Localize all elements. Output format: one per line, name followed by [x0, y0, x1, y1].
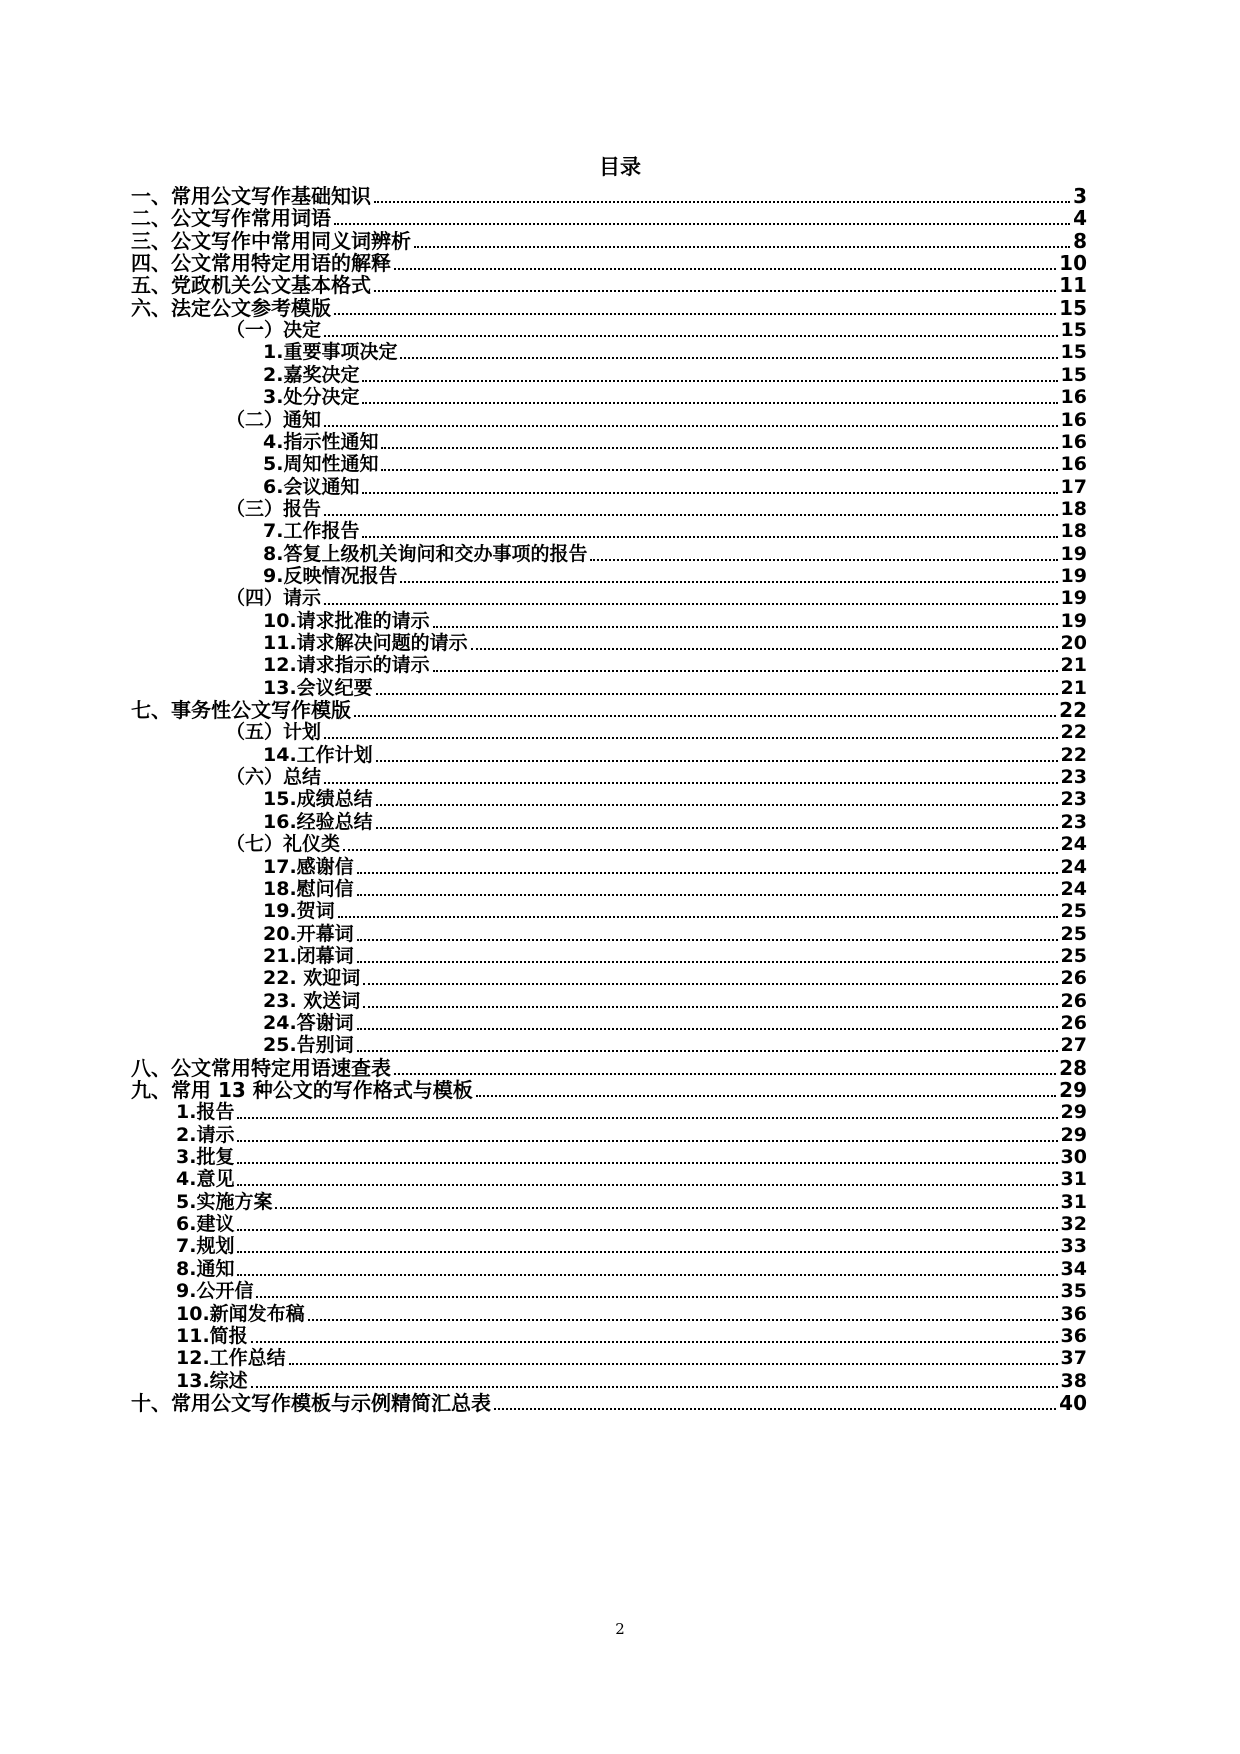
- toc-dot-leader: [289, 1363, 1058, 1365]
- toc-entry-page: 37: [1060, 1347, 1087, 1370]
- toc-entry-label: 二、公文写作常用词语: [131, 206, 331, 231]
- toc-entry-page: 23: [1060, 766, 1087, 789]
- toc-dot-leader: [376, 827, 1058, 829]
- toc-dot-leader: [251, 1386, 1058, 1388]
- toc-entry-page: 24: [1060, 833, 1087, 856]
- toc-dot-leader: [433, 670, 1058, 672]
- toc-entry[interactable]: [263, 855, 1087, 880]
- toc-entry[interactable]: [176, 1324, 1087, 1349]
- toc-entry-page: 24: [1060, 877, 1087, 900]
- toc-entry-page: 25: [1060, 922, 1087, 945]
- toc-entry-label: （七）礼仪类: [226, 833, 341, 856]
- toc-entry-label: 5.周知性通知: [263, 453, 379, 476]
- toc-entry-label: 15.成绩总结: [263, 788, 373, 811]
- toc-dot-leader: [494, 1408, 1056, 1410]
- page-number: 2: [615, 1620, 625, 1638]
- toc-entry-page: 22: [1060, 743, 1087, 766]
- toc-entry-label: 11.简报: [176, 1324, 248, 1347]
- toc-entry[interactable]: [131, 229, 1087, 254]
- toc-entry-label: 20.开幕词: [263, 922, 354, 945]
- toc-dot-leader: [357, 872, 1058, 874]
- toc-entry[interactable]: [226, 586, 1087, 611]
- toc-dot-leader: [237, 1274, 1057, 1276]
- toc-entry[interactable]: [176, 1123, 1087, 1148]
- toc-dot-leader: [357, 961, 1058, 963]
- toc-entry-page: 21: [1060, 676, 1087, 699]
- toc-entry-label: 13.综述: [176, 1369, 248, 1392]
- toc-entry-label: 10.请求批准的请示: [263, 609, 430, 632]
- toc-entry-label: 18.慰问信: [263, 877, 354, 900]
- toc-entry[interactable]: [263, 810, 1087, 835]
- toc-entry-label: 13.会议纪要: [263, 676, 373, 699]
- toc-entry[interactable]: [176, 1257, 1087, 1282]
- toc-entry[interactable]: [263, 922, 1087, 947]
- toc-dot-leader: [381, 447, 1057, 449]
- toc-entry[interactable]: [263, 564, 1087, 589]
- toc-entry-label: 6.建议: [176, 1213, 235, 1236]
- toc-entry-label: 12.请求指示的请示: [263, 654, 430, 677]
- toc-entry-label: 1.报告: [176, 1101, 235, 1124]
- toc-entry-page: 24: [1060, 855, 1087, 878]
- toc-dot-leader: [338, 916, 1058, 918]
- toc-dot-leader: [400, 581, 1057, 583]
- toc-entry[interactable]: [226, 832, 1087, 857]
- toc-entry[interactable]: [131, 296, 1087, 321]
- toc-entry-label: 1.重要事项决定: [263, 341, 398, 364]
- toc-entry-label: 16.经验总结: [263, 810, 373, 833]
- toc-dot-leader: [237, 1229, 1057, 1231]
- toc-entry-label: （二）通知: [226, 408, 322, 431]
- toc-entry-label: 4.指示性通知: [263, 430, 379, 453]
- toc-entry-page: 26: [1060, 967, 1087, 990]
- toc-entry[interactable]: [176, 1190, 1087, 1215]
- toc-entry-page: 32: [1060, 1213, 1087, 1236]
- toc-entry[interactable]: [263, 743, 1087, 768]
- toc-entry-page: 33: [1060, 1235, 1087, 1258]
- toc-entry-page: 31: [1060, 1190, 1087, 1213]
- toc-entry-page: 25: [1060, 944, 1087, 967]
- toc-entry-page: 4: [1073, 206, 1087, 231]
- toc-dot-leader: [433, 626, 1058, 628]
- toc-entry-page: 29: [1059, 1078, 1087, 1102]
- toc-dot-leader: [334, 223, 1070, 225]
- toc-entry-page: 11: [1059, 273, 1087, 298]
- toc-dot-leader: [376, 760, 1058, 762]
- toc-entry-label: （一）决定: [226, 319, 322, 342]
- toc-dot-leader: [251, 1341, 1058, 1343]
- toc-entry-page: 36: [1060, 1302, 1087, 1325]
- toc-entry-page: 10: [1059, 251, 1087, 276]
- toc-dot-leader: [357, 1050, 1058, 1052]
- toc-entry[interactable]: [263, 542, 1087, 567]
- toc-entry-page: 21: [1060, 654, 1087, 677]
- toc-entry-label: 25.告别词: [263, 1034, 354, 1057]
- toc-entry-label: 十、常用公文写作模板与示例精简汇总表: [131, 1390, 491, 1415]
- toc-entry-label: 7.工作报告: [263, 520, 360, 543]
- toc-entry-page: 26: [1060, 989, 1087, 1012]
- toc-entry[interactable]: [263, 899, 1087, 924]
- toc-dot-leader: [471, 648, 1058, 650]
- toc-dot-leader: [237, 1140, 1057, 1142]
- toc-entry-page: 17: [1060, 475, 1087, 498]
- toc-dot-leader: [376, 693, 1058, 695]
- toc-entry[interactable]: [131, 251, 1087, 276]
- toc-entry-label: 10.新闻发布稿: [176, 1302, 305, 1325]
- toc-dot-leader: [363, 1006, 1057, 1008]
- toc-entry-page: 28: [1059, 1055, 1087, 1080]
- toc-dot-leader: [381, 469, 1057, 471]
- toc-entry-label: 2.嘉奖决定: [263, 363, 360, 386]
- toc-entry[interactable]: [131, 206, 1087, 231]
- toc-entry-label: 三、公文写作中常用同义词辨析: [131, 228, 411, 253]
- toc-entry-page: 19: [1060, 542, 1087, 565]
- toc-entry[interactable]: [263, 519, 1087, 544]
- toc-dot-leader: [357, 1028, 1058, 1030]
- toc-dot-leader: [357, 939, 1058, 941]
- toc-entry-page: 3: [1073, 184, 1087, 208]
- toc-entry-label: 17.感谢信: [263, 855, 354, 878]
- toc-entry-label: （五）计划: [226, 721, 322, 744]
- toc-entry-label: 八、公文常用特定用语速查表: [131, 1055, 391, 1080]
- toc-entry[interactable]: [263, 877, 1087, 902]
- toc-entry[interactable]: [263, 653, 1087, 678]
- toc-dot-leader: [374, 201, 1070, 203]
- toc-entry-label: 6.会议通知: [263, 475, 360, 498]
- toc-dot-leader: [324, 425, 1058, 427]
- toc-dot-leader: [324, 514, 1058, 516]
- toc-entry[interactable]: [263, 452, 1087, 477]
- toc-entry-label: 14.工作计划: [263, 743, 373, 766]
- toc-dot-leader: [394, 1073, 1056, 1075]
- toc-entry[interactable]: [131, 273, 1087, 298]
- toc-entry[interactable]: [263, 385, 1087, 410]
- toc-entry[interactable]: [176, 1369, 1087, 1394]
- toc-entry[interactable]: [176, 1234, 1087, 1259]
- toc-dot-leader: [357, 894, 1058, 896]
- toc-dot-leader: [590, 559, 1057, 561]
- toc-entry-page: 18: [1060, 497, 1087, 520]
- toc-entry-page: 15: [1059, 295, 1087, 320]
- toc-dot-leader: [362, 536, 1057, 538]
- toc-entry-label: 11.请求解决问题的请示: [263, 632, 468, 654]
- toc-dot-leader: [237, 1162, 1057, 1164]
- toc-entry-label: 2.请示: [176, 1123, 235, 1146]
- toc-entry-label: 7.规划: [176, 1235, 235, 1258]
- toc-entry[interactable]: [176, 1167, 1087, 1192]
- toc-dot-leader: [237, 1117, 1057, 1119]
- toc-dot-leader: [362, 402, 1057, 404]
- toc-entry-label: 21.闭幕词: [263, 944, 354, 967]
- toc-dot-leader: [308, 1319, 1058, 1321]
- toc-entry-page: 35: [1060, 1280, 1087, 1303]
- toc-entry[interactable]: [226, 408, 1087, 433]
- toc-dot-leader: [414, 246, 1070, 248]
- toc-dot-leader: [324, 603, 1058, 605]
- toc-dot-leader: [324, 335, 1058, 337]
- toc-entry[interactable]: [131, 698, 1087, 723]
- toc-entry[interactable]: [263, 631, 1087, 656]
- toc-entry-page: 34: [1060, 1257, 1087, 1280]
- toc-entry[interactable]: [263, 989, 1087, 1014]
- toc-dot-leader: [400, 357, 1057, 359]
- toc-entry[interactable]: [176, 1212, 1087, 1237]
- toc-entry-page: 15: [1060, 363, 1087, 386]
- toc-entry-page: 18: [1060, 520, 1087, 543]
- toc-entry-label: 19.贺词: [263, 900, 335, 923]
- toc-entry-label: 8.通知: [176, 1257, 235, 1280]
- toc-entry-page: 19: [1060, 609, 1087, 632]
- toc-dot-leader: [376, 804, 1058, 806]
- toc-entry[interactable]: [263, 787, 1087, 812]
- toc-entry-label: 24.答谢词: [263, 1011, 354, 1034]
- toc-title: 目录: [599, 155, 641, 179]
- toc-dot-leader: [343, 849, 1058, 851]
- toc-entry-page: 20: [1060, 632, 1087, 654]
- toc-entry-page: 22: [1059, 698, 1087, 723]
- toc-entry-label: （四）请示: [226, 587, 322, 610]
- toc-entry-page: 16: [1060, 386, 1087, 409]
- toc-entry-page: 23: [1060, 788, 1087, 811]
- toc-entry-page: 25: [1060, 900, 1087, 923]
- toc-entry-page: 23: [1060, 810, 1087, 833]
- toc-entry-label: 七、事务性公文写作模版: [131, 698, 351, 723]
- toc-entry[interactable]: [226, 720, 1087, 745]
- toc-entry-page: 31: [1060, 1168, 1087, 1191]
- toc-dot-leader: [275, 1207, 1057, 1209]
- toc-entry[interactable]: [176, 1279, 1087, 1304]
- toc-entry[interactable]: [131, 1056, 1087, 1081]
- toc-entry[interactable]: [263, 944, 1087, 969]
- toc-entry[interactable]: [263, 1033, 1087, 1058]
- toc-entry-label: 3.处分决定: [263, 386, 360, 409]
- toc-entry-label: 六、法定公文参考模版: [131, 295, 331, 320]
- toc-dot-leader: [237, 1251, 1057, 1253]
- toc-entry-page: 22: [1060, 721, 1087, 744]
- toc-dot-leader: [363, 983, 1057, 985]
- toc-entry-label: 3.批复: [176, 1146, 235, 1169]
- toc-entry-page: 19: [1060, 564, 1087, 587]
- toc-dot-leader: [374, 290, 1056, 292]
- toc-entry[interactable]: [263, 475, 1087, 500]
- toc-entry-label: 8.答复上级机关询问和交办事项的报告: [263, 542, 588, 565]
- toc-entry-page: 29: [1060, 1101, 1087, 1124]
- toc-entry-page: 16: [1060, 430, 1087, 453]
- toc-dot-leader: [362, 380, 1057, 382]
- toc-dot-leader: [394, 268, 1056, 270]
- toc-entry-label: 4.意见: [176, 1168, 235, 1191]
- toc-entry[interactable]: [176, 1100, 1087, 1125]
- toc-entry-label: （三）报告: [226, 497, 322, 520]
- toc-dot-leader: [334, 313, 1056, 315]
- toc-entry-page: 26: [1060, 1011, 1087, 1034]
- toc-entry[interactable]: [226, 318, 1087, 343]
- toc-dot-leader: [256, 1296, 1057, 1298]
- toc-entry-label: 22. 欢迎词: [263, 967, 361, 990]
- toc-entry-page: 16: [1060, 408, 1087, 431]
- toc-entry-label: 9.反映情况报告: [263, 564, 398, 587]
- toc-entry[interactable]: [176, 1346, 1087, 1371]
- toc-entry[interactable]: [263, 363, 1087, 388]
- toc-entry-label: （六）总结: [226, 766, 322, 789]
- toc-entry-page: 30: [1060, 1146, 1087, 1169]
- toc-entry-page: 15: [1060, 319, 1087, 342]
- toc-entry-label: 五、党政机关公文基本格式: [131, 273, 371, 298]
- toc-entry[interactable]: [176, 1145, 1087, 1170]
- toc-entry-page: 15: [1060, 341, 1087, 364]
- toc-entry-label: 九、常用 13 种公文的写作格式与模板: [131, 1078, 473, 1102]
- toc-entry[interactable]: [263, 966, 1087, 991]
- toc-entry-label: 一、常用公文写作基础知识: [131, 184, 371, 208]
- toc-entry[interactable]: [131, 1078, 1087, 1103]
- toc-entry-label: 四、公文常用特定用语的解释: [131, 251, 391, 276]
- toc-dot-leader: [476, 1095, 1056, 1097]
- toc-dot-leader: [324, 737, 1058, 739]
- toc-dot-leader: [324, 782, 1058, 784]
- toc-entry[interactable]: [263, 609, 1087, 634]
- toc-entry[interactable]: [176, 1302, 1087, 1327]
- toc-dot-leader: [354, 715, 1056, 717]
- toc-entry-page: 16: [1060, 453, 1087, 476]
- toc-entry[interactable]: [263, 1011, 1087, 1036]
- toc-entry[interactable]: [226, 497, 1087, 522]
- toc-entry-label: 5.实施方案: [176, 1190, 273, 1213]
- toc-entry-label: 23. 欢送词: [263, 989, 361, 1012]
- toc-entry[interactable]: [131, 1391, 1087, 1416]
- toc-dot-leader: [362, 492, 1057, 494]
- toc-entry-page: 8: [1073, 228, 1087, 253]
- toc-entry-label: 9.公开信: [176, 1280, 254, 1303]
- toc-entry-page: 36: [1060, 1324, 1087, 1347]
- toc-entry-page: 40: [1059, 1390, 1087, 1415]
- toc-entry[interactable]: [131, 184, 1087, 209]
- toc-entry-page: 29: [1060, 1123, 1087, 1146]
- toc-entry-label: 12.工作总结: [176, 1347, 286, 1370]
- toc-dot-leader: [237, 1184, 1057, 1186]
- toc-entry-page: 38: [1060, 1369, 1087, 1392]
- toc-entry[interactable]: [226, 765, 1087, 790]
- toc-entry-page: 27: [1060, 1034, 1087, 1057]
- toc-entry-page: 19: [1060, 587, 1087, 610]
- toc-entry[interactable]: [263, 430, 1087, 455]
- toc-entry[interactable]: [263, 676, 1087, 701]
- toc-entry[interactable]: [263, 340, 1087, 365]
